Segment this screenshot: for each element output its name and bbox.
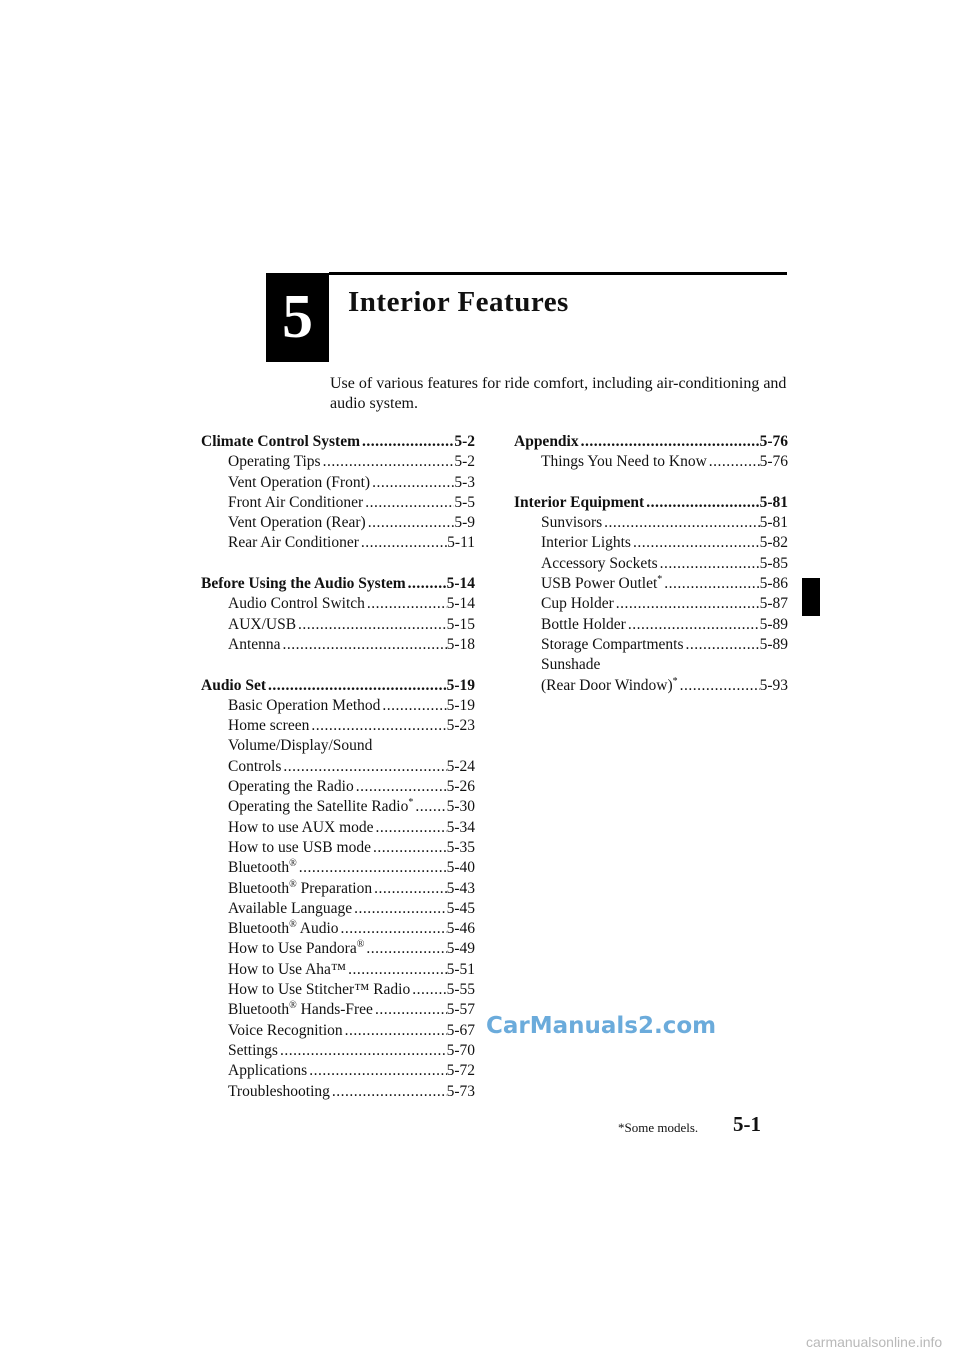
- toc-page-number: 5-3: [454, 473, 475, 491]
- toc-entry[interactable]: [514, 452, 788, 472]
- toc-page-number: 5-34: [446, 818, 475, 836]
- toc-leader-dots: [678, 676, 760, 696]
- toc-leader-dots: [602, 513, 759, 533]
- toc-leader-dots: [614, 594, 760, 614]
- toc-page-number: 5-72: [446, 1062, 475, 1080]
- toc-leader-dots: [339, 919, 447, 939]
- toc-entry-title: Basic Operation Method: [228, 696, 381, 714]
- toc-entry[interactable]: [201, 1061, 475, 1081]
- toc-entry[interactable]: [514, 615, 788, 635]
- toc-page-number: 5-5: [454, 493, 475, 511]
- toc-leader-dots: [626, 615, 760, 635]
- toc-entry-title: (Rear Door Window)*: [541, 675, 678, 694]
- toc-leader-dots: [370, 473, 454, 493]
- toc-entry[interactable]: [201, 899, 475, 919]
- toc-entry-title: Vent Operation (Rear): [228, 514, 366, 532]
- toc-section-heading[interactable]: [201, 432, 475, 452]
- toc-entry-title: Troubleshooting: [228, 1082, 330, 1100]
- toc-page-number: 5-26: [446, 778, 475, 796]
- toc-section-heading[interactable]: [514, 493, 788, 513]
- toc-page-number: 5-30: [446, 798, 475, 816]
- toc-leader-dots: [354, 777, 447, 797]
- toc-page-number: 5-51: [446, 960, 475, 978]
- toc-entry[interactable]: [201, 858, 475, 878]
- toc-entry[interactable]: [201, 635, 475, 655]
- toc-leader-dots: [360, 432, 454, 452]
- toc-page-number: 5-35: [446, 838, 475, 856]
- toc-page-number: 5-46: [446, 920, 475, 938]
- toc-page-number: 5-57: [446, 1001, 475, 1019]
- toc-entry-title: How to Use Aha™: [228, 960, 347, 978]
- toc-entry-title: Bluetooth® Preparation: [228, 878, 373, 897]
- toc-entry-title: Audio Control Switch: [228, 595, 365, 613]
- toc-leader-dots: [366, 513, 455, 533]
- toc-entry-title: Cup Holder: [541, 595, 614, 613]
- toc-leader-dots: [631, 533, 760, 553]
- toc-entry-title: Sunvisors: [541, 514, 603, 532]
- toc-entry-title: Settings: [228, 1041, 278, 1059]
- toc-leader-dots: [281, 635, 447, 655]
- toc-entry[interactable]: [201, 939, 475, 959]
- toc-page-number: 5-55: [446, 981, 475, 999]
- toc-page-number: 5-76: [759, 453, 788, 471]
- toc-entry-title: Sunshade: [541, 656, 601, 674]
- toc-entry[interactable]: [201, 473, 475, 493]
- toc-leader-dots: [658, 554, 760, 574]
- toc-entry-title: Interior Equipment: [514, 493, 645, 511]
- toc-leader-dots: [330, 1082, 447, 1102]
- toc-leader-dots: [296, 615, 447, 635]
- toc-leader-dots: [380, 696, 446, 716]
- toc-leader-dots: [374, 818, 447, 838]
- toc-entry-title: Voice Recognition: [228, 1021, 343, 1039]
- toc-right-column: [514, 432, 788, 696]
- toc-leader-dots: [321, 452, 455, 472]
- toc-superscript: *: [657, 573, 663, 585]
- toc-leader-dots: [297, 858, 447, 878]
- toc-entry[interactable]: [201, 960, 475, 980]
- toc-entry-title: How to use AUX mode: [228, 818, 374, 836]
- toc-entry[interactable]: [201, 757, 475, 777]
- toc-page-number: 5-45: [446, 899, 475, 917]
- toc-entry-title: Interior Lights: [541, 534, 631, 552]
- toc-leader-dots: [309, 716, 446, 736]
- toc-superscript: ®: [289, 918, 297, 930]
- toc-page-number: 5-85: [759, 554, 788, 572]
- toc-entry[interactable]: [201, 716, 475, 736]
- toc-entry[interactable]: [201, 980, 475, 1000]
- toc-page-number: 5-14: [446, 575, 475, 593]
- toc-page-number: 5-24: [446, 757, 475, 775]
- toc-entry[interactable]: [201, 493, 475, 513]
- toc-entry-title: Storage Compartments: [541, 635, 684, 653]
- toc-page-number: 5-81: [759, 493, 788, 511]
- toc-leader-dots: [352, 899, 446, 919]
- toc-entry[interactable]: [201, 838, 475, 858]
- watermark-site: carmanualsonline.info: [806, 1334, 943, 1350]
- toc-entry-title: Appendix: [514, 433, 579, 450]
- toc-leader-dots: [372, 879, 447, 899]
- toc-entry-title: Accessory Sockets: [541, 554, 658, 572]
- toc-entry-title: How to use USB mode: [228, 838, 371, 856]
- toc-entry[interactable]: [514, 574, 788, 594]
- toc-leader-dots: [413, 797, 446, 817]
- toc-entry[interactable]: [201, 797, 475, 817]
- toc-entry-title: Available Language: [228, 899, 353, 917]
- toc-page-number: 5-87: [759, 595, 788, 613]
- toc-entry-title: Operating Tips: [228, 453, 321, 471]
- toc-entry-title: USB Power Outlet*: [541, 573, 663, 593]
- toc-entry-title: Bottle Holder: [541, 615, 626, 633]
- toc-page-number: 5-18: [446, 635, 475, 653]
- toc-leader-dots: [266, 676, 447, 696]
- toc-leader-dots: [346, 960, 446, 980]
- toc-leader-dots: [359, 533, 447, 553]
- toc-page-number: 5-19: [446, 696, 475, 714]
- toc-entry[interactable]: [201, 919, 475, 939]
- toc-entry-title: Antenna: [228, 635, 281, 653]
- watermark-logo: CarManuals2.com: [486, 1013, 717, 1039]
- toc-superscript: ®: [289, 1000, 297, 1012]
- toc-entry[interactable]: [201, 818, 475, 838]
- toc-entry[interactable]: [514, 533, 788, 553]
- toc-left-column: [201, 432, 475, 1102]
- toc-page-number: 5-14: [446, 595, 475, 613]
- toc-entry-title: Vent Operation (Front): [228, 473, 371, 491]
- toc-page-number: 5-23: [446, 717, 475, 735]
- toc-entry-title: Front Air Conditioner: [228, 493, 364, 511]
- toc-page-number: 5-2: [454, 433, 475, 450]
- page-number: 5-1: [733, 1112, 761, 1136]
- toc-page-number: 5-9: [454, 514, 475, 532]
- toc-superscript: *: [408, 797, 414, 809]
- toc-leader-dots: [371, 838, 447, 858]
- toc-page-number: 5-15: [446, 615, 475, 633]
- chapter-intro: Use of various features for ride comfort, including air-conditioning and audio system.: [330, 375, 787, 412]
- toc-leader-dots: [373, 1000, 447, 1020]
- toc-entry-title: Operating the Satellite Radio*: [228, 797, 414, 816]
- title-rule: [329, 272, 787, 275]
- toc-entry-title: Bluetooth® Hands-Free: [228, 1000, 373, 1019]
- toc-entry[interactable]: [514, 513, 788, 533]
- toc-leader-dots: [684, 635, 760, 655]
- toc-page-number: 5-89: [759, 615, 788, 633]
- toc-entry-title: How to Use Stitcher™ Radio: [228, 981, 411, 999]
- toc-superscript: ®: [289, 878, 297, 890]
- toc-entry[interactable]: [201, 452, 475, 472]
- toc-entry[interactable]: [201, 736, 475, 756]
- toc-leader-dots: [364, 939, 446, 959]
- toc-section-heading[interactable]: [514, 432, 788, 452]
- toc-entry[interactable]: [201, 879, 475, 899]
- toc-leader-dots: [644, 493, 759, 513]
- toc-entry-title: How to Use Pandora®: [228, 939, 365, 958]
- toc-entry[interactable]: [201, 777, 475, 797]
- toc-superscript: ®: [289, 858, 297, 870]
- toc-section-heading[interactable]: [201, 574, 475, 594]
- footnote: *Some models.: [618, 1120, 699, 1135]
- chapter-number: 5: [266, 273, 329, 362]
- toc-leader-dots: [662, 574, 759, 594]
- toc-entry-title: Operating the Radio: [228, 778, 354, 796]
- toc-leader-dots: [707, 452, 760, 472]
- toc-entry[interactable]: [514, 655, 788, 675]
- toc-page-number: 5-19: [446, 676, 475, 694]
- toc-page-number: 5-70: [446, 1041, 475, 1059]
- toc-page-number: 5-86: [759, 575, 788, 593]
- toc-entry[interactable]: [514, 554, 788, 574]
- toc-page-number: 5-11: [447, 534, 475, 552]
- toc-leader-dots: [363, 493, 454, 513]
- toc-leader-dots: [307, 1061, 446, 1081]
- toc-entry[interactable]: [514, 594, 788, 614]
- toc-page-number: 5-67: [446, 1021, 475, 1039]
- toc-leader-dots: [406, 574, 447, 594]
- toc-entry[interactable]: [201, 1082, 475, 1102]
- toc-spacer: [514, 473, 788, 493]
- toc-entry[interactable]: [201, 1000, 475, 1020]
- toc-leader-dots: [410, 980, 446, 1000]
- toc-page-number: 5-49: [446, 940, 475, 958]
- toc-spacer: [201, 554, 475, 574]
- toc-entry-title: Rear Air Conditioner: [228, 534, 359, 552]
- toc-page-number: 5-40: [446, 859, 475, 877]
- toc-entry-title: Audio Set: [201, 676, 267, 694]
- toc-entry[interactable]: [201, 1041, 475, 1061]
- toc-entry[interactable]: [201, 513, 475, 533]
- toc-page-number: 5-82: [759, 534, 788, 552]
- toc-entry[interactable]: [201, 594, 475, 614]
- toc-leader-dots: [278, 1041, 447, 1061]
- toc-page-number: 5-2: [454, 453, 475, 471]
- toc-section-heading[interactable]: [201, 676, 475, 696]
- toc-entry[interactable]: [514, 676, 788, 696]
- toc-superscript: *: [672, 675, 678, 687]
- chapter-title: Interior Features: [348, 286, 569, 318]
- toc-page-number: 5-76: [759, 433, 788, 450]
- toc-entry-title: Bluetooth® Audio: [228, 918, 339, 938]
- toc-entry-title: Before Using the Audio System: [201, 575, 406, 593]
- toc-leader-dots: [343, 1021, 447, 1041]
- toc-entry-title: Volume/Display/Sound: [228, 737, 373, 755]
- toc-page-number: 5-43: [446, 879, 475, 897]
- toc-entry[interactable]: [201, 696, 475, 716]
- toc-page-number: 5-81: [759, 514, 788, 532]
- toc-page-number: 5-93: [759, 676, 788, 694]
- toc-entry[interactable]: [201, 615, 475, 635]
- toc-entry[interactable]: [514, 635, 788, 655]
- section-tab-marker: [802, 578, 820, 616]
- toc-leader-dots: [365, 594, 447, 614]
- toc-page-number: 5-89: [759, 635, 788, 653]
- toc-superscript: ®: [356, 939, 365, 951]
- toc-page-number: 5-73: [446, 1082, 475, 1100]
- toc-spacer: [201, 655, 475, 675]
- toc-entry-title: Climate Control System: [201, 433, 360, 450]
- toc-entry-title: AUX/USB: [228, 615, 297, 633]
- toc-entry-title: Applications: [228, 1062, 308, 1080]
- toc-entry[interactable]: [201, 1021, 475, 1041]
- toc-leader-dots: [579, 432, 760, 452]
- toc-entry-title: Bluetooth®: [228, 858, 297, 877]
- toc-leader-dots: [281, 757, 446, 777]
- toc-entry-title: Home screen: [228, 717, 310, 735]
- toc-entry[interactable]: [201, 533, 475, 553]
- toc-entry-title: Things You Need to Know: [541, 453, 707, 471]
- toc-entry-title: Controls: [228, 757, 282, 775]
